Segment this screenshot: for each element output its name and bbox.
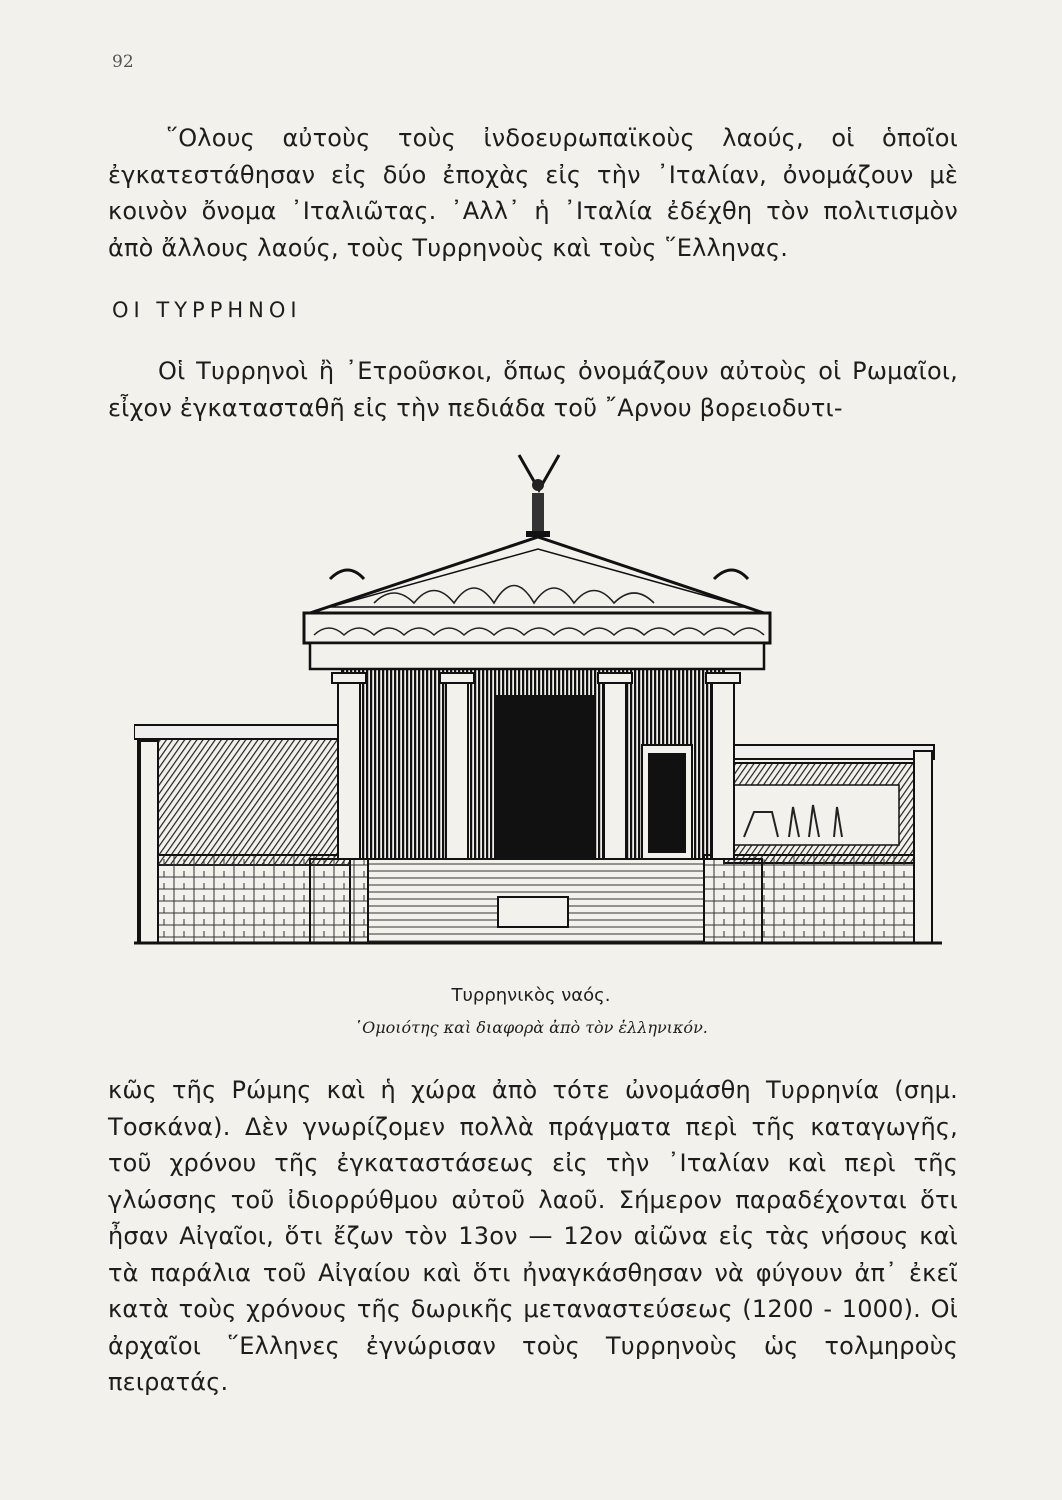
pediment [304, 537, 770, 669]
portico [342, 669, 724, 859]
figure-subcaption: ῾Ομοιότης καὶ διαφορὰ ἀπὸ τὸν ἑλληνικόν. [354, 1018, 708, 1037]
figure-caption: Τυρρηνικὸς ναός. [451, 985, 611, 1006]
etruscan-temple-drawing [134, 445, 942, 965]
paragraph-italiotes: ῞Ολους αὐτοὺς τοὺς ἰνδοευρωπαϊκοὺς λαούς, οἱ ὁποῖοι ἐγκατεστάθησαν εἰς δύο ἐποχὰς εἰς τὴν ᾿Ιταλίαν, ὀνομάζουν μὲ κοινὸν ὄνομα ᾿Ιταλιῶτας. ᾿Αλλ᾿ ἡ ᾿Ιταλία ἐδέχθη τὸν πολιτισμὸν ἀπὸ ἄλλους λαούς, τοὺς Τυρρηνοὺς καὶ τοὺς ῞Ελληνας. [108, 124, 958, 262]
paragraph-etruscans-origin: κῶς τῆς Ρώμης καὶ ἡ χώρα ἀπὸ τότε ὠνομάσθη Τυρρηνία (σημ. Τοσκάνα). Δὲν γνωρίζομεν πολλὰ πράγματα περὶ τῆς καταγωγῆς, τοῦ χρόνου τῆς ἐγκαταστάσεως εἰς τὴν ᾿Ιταλίαν καὶ περὶ τῆς γλώσσης τοῦ ἰδιορρύθμου αὐτοῦ λαοῦ. Σήμερον παραδέχονται ὅτι ἦσαν Αἰγαῖοι, ὅτι ἔζων τὸν 13ον — 12ον αἰῶνα εἰς τὰς νήσους καὶ τὰ παράλια τοῦ Αἰγαίου καὶ ὅτι ἠναγκάσθησαν νὰ φύγουν ἀπ᾿ ἐκεῖ κατὰ τοὺς χρόνους τῆς δωρικῆς μεταναστεύσεως (1200 - 1000). Οἱ ἀρχαῖοι ῞Ελληνες ἐγνώρισαν τοὺς Τυρρηνοὺς ὡς τολμηροὺς πειρατάς. [108, 1076, 958, 1396]
temple-illustration [134, 445, 942, 965]
roof-statue [519, 455, 559, 537]
page-number: 92 [112, 52, 134, 72]
paragraph-etruscans-intro: Οἱ Τυρρηνοὶ ἢ ᾿Ετροῦσκοι, ὅπως ὀνομάζουν αὐτοὺς οἱ Ρωμαῖοι, εἶχον ἐγκατασταθῆ εἰς τὴν πεδιάδα τοῦ ῎Αρνου βορειοδυτι- [108, 357, 958, 422]
section-heading: ΟΙ ΤΥΡΡΗΝΟΙ [112, 298, 302, 322]
